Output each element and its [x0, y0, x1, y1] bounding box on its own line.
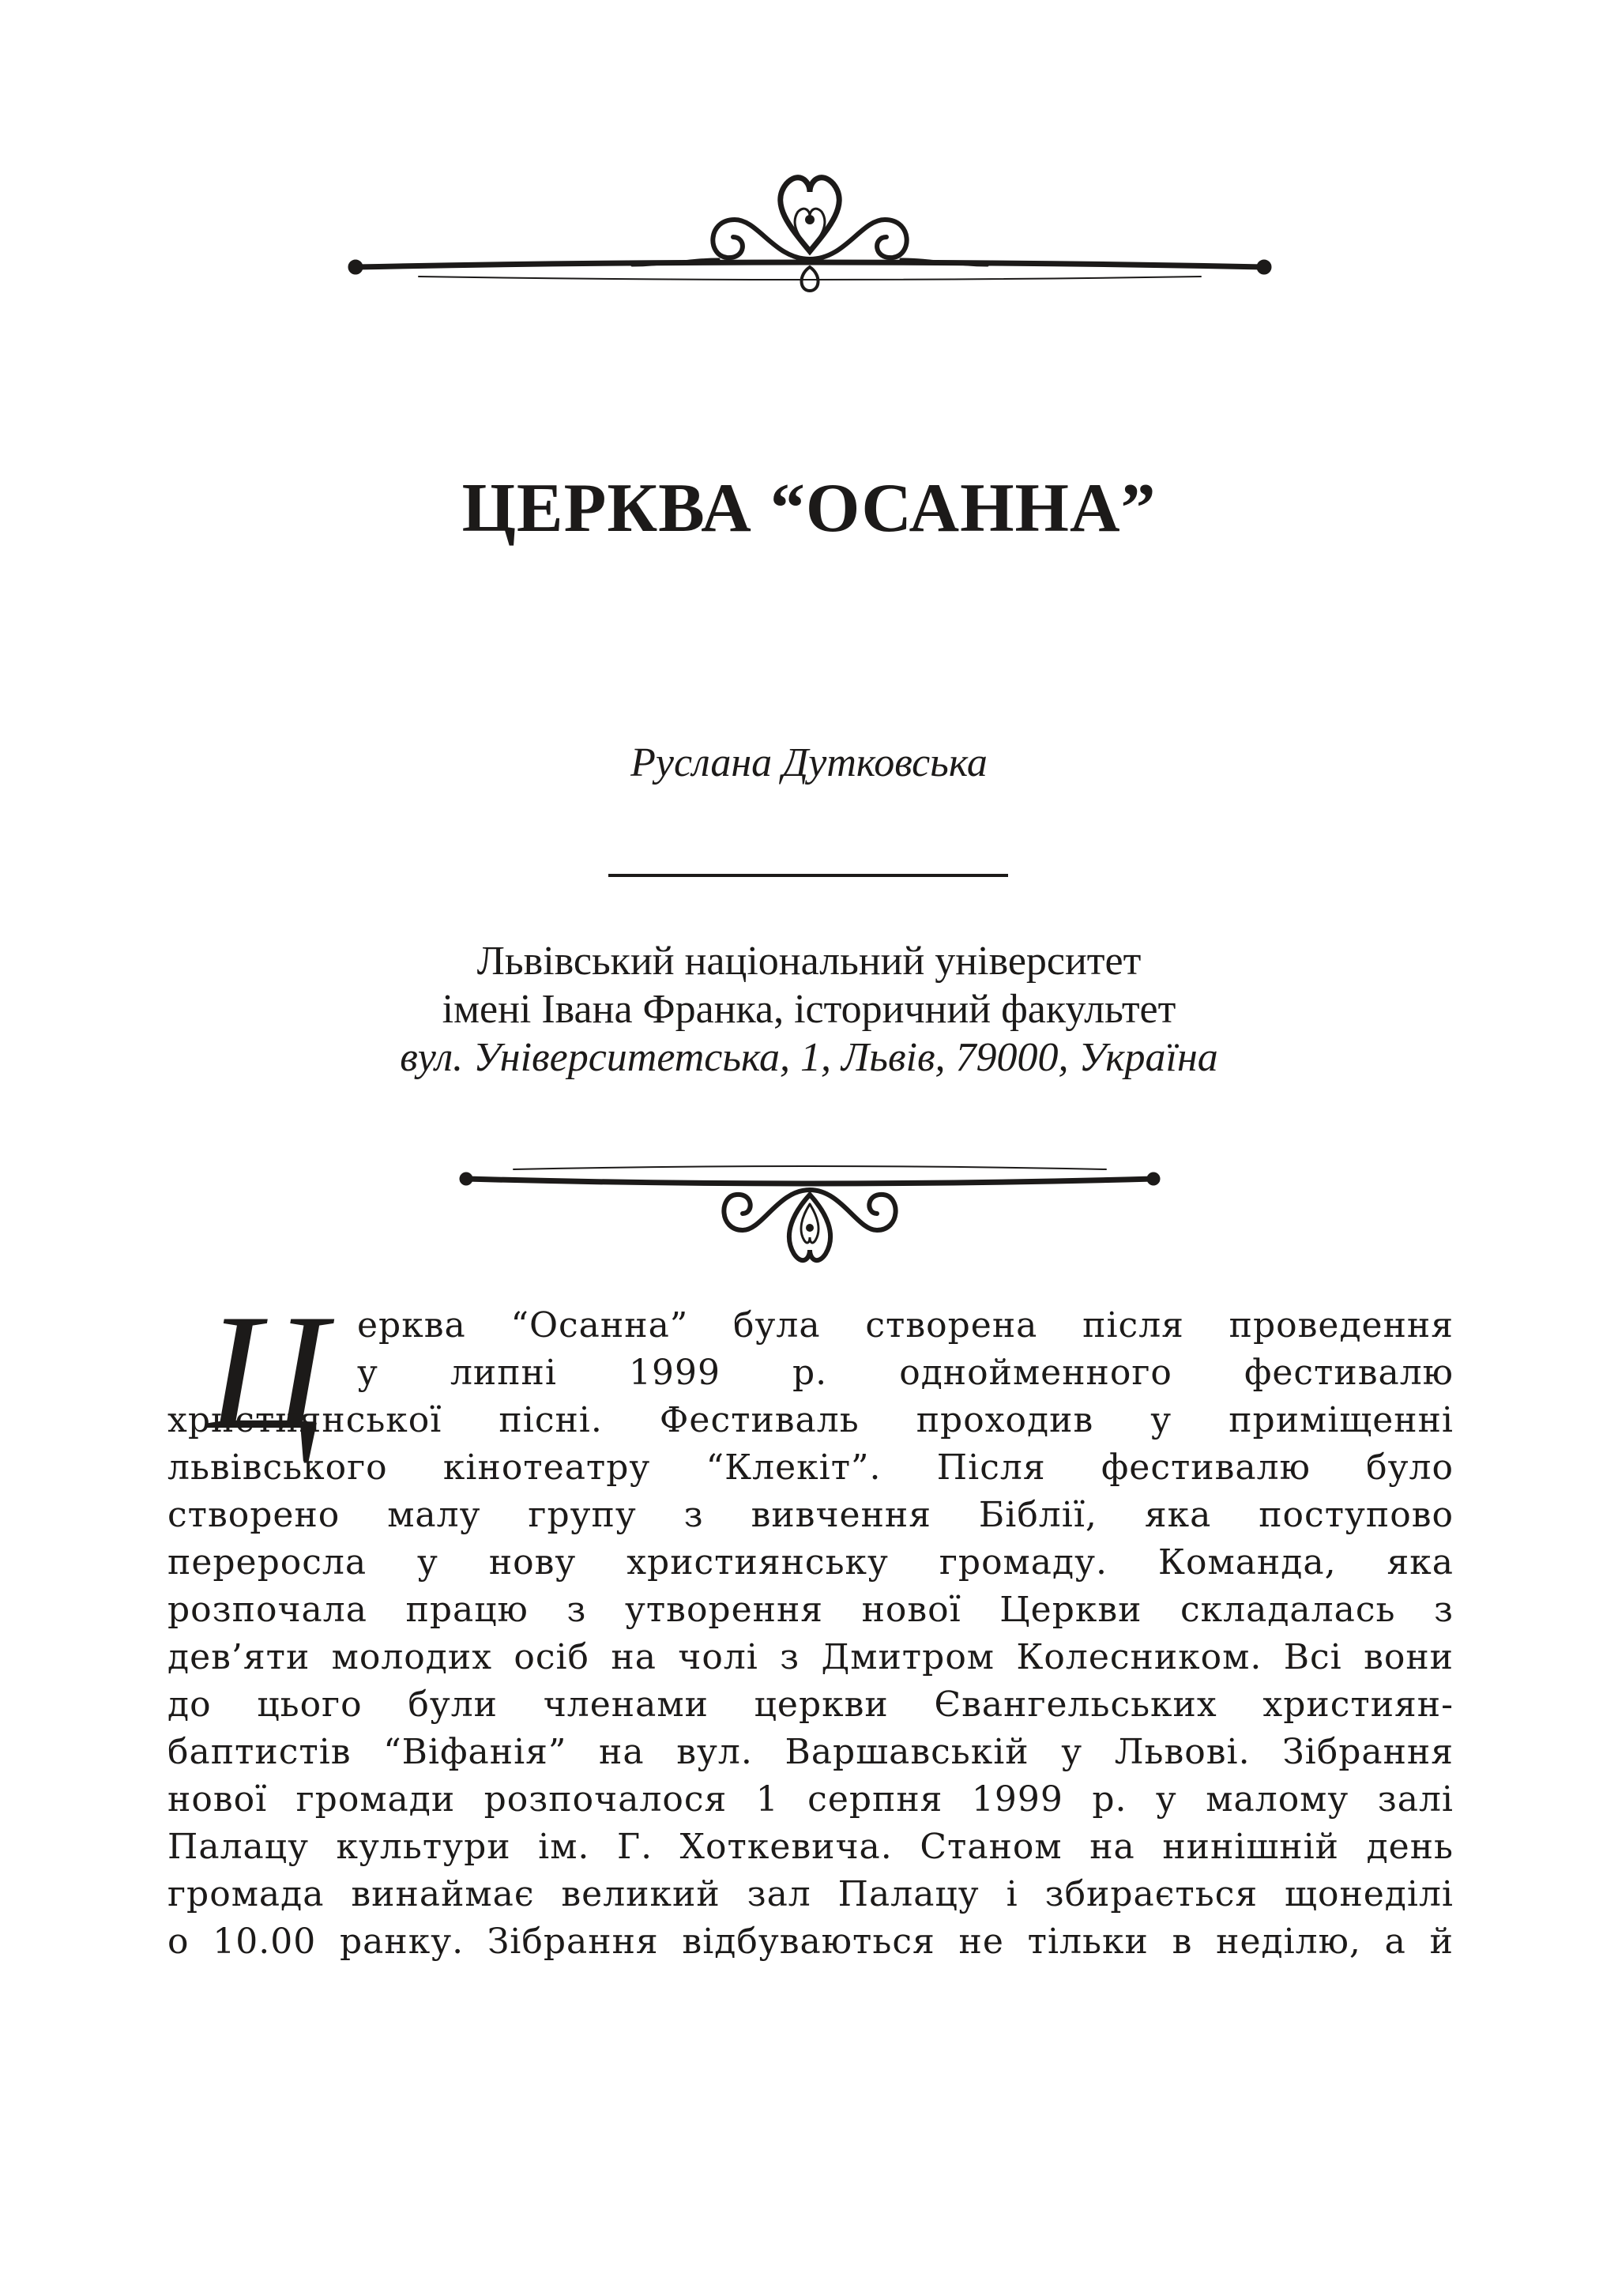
- body-line: баптистів “Віфанія” на вул. Варшавській у Львові. Зібрання: [167, 1732, 1454, 1772]
- affiliation-block: [0, 937, 1618, 1082]
- body-line: о 10.00 ранку. Зібрання відбуваються не тільки в неділю, а й: [167, 1921, 1454, 1962]
- ornament-top-flourish-icon: [348, 164, 1272, 299]
- drop-cap-letter: Ц: [207, 1281, 327, 1464]
- article-title: ЦЕРКВА “ОСАННА”: [461, 470, 1157, 547]
- affiliation-line-1: Львівський національний університет: [476, 939, 1142, 984]
- author-name: Руслана Дутковська: [630, 740, 988, 785]
- body-line: львівського кінотеатру “Клекіт”. Після фестивалю було: [167, 1447, 1454, 1488]
- body-line: ерква “Осанна” була створена після проведення: [357, 1305, 1454, 1346]
- affiliation-line-2: імені Івана Франка, історичний факультет: [442, 987, 1176, 1032]
- ornament-middle-flourish-icon: [458, 1155, 1161, 1274]
- body-line: до цього були членами церкви Євангельських християн-: [167, 1684, 1454, 1725]
- body-line: переросла у нову християнську громаду. Команда, яка: [167, 1542, 1454, 1583]
- article-body: [167, 1302, 1454, 1966]
- body-line: громада винаймає великий зал Палацу і збирається щонеділі: [167, 1874, 1454, 1914]
- body-line: християнської пісні. Фестиваль проходив у приміщенні: [167, 1400, 1454, 1440]
- author-divider: [608, 874, 1008, 877]
- body-line: створено малу групу з вивчення Біблії, яка поступово: [167, 1495, 1454, 1535]
- body-line: у липні 1999 р. однойменного фестивалю: [357, 1353, 1454, 1393]
- body-line: дев’яти молодих осіб на чолі з Дмитром Колесником. Всі вони: [167, 1637, 1454, 1677]
- body-line: нової громади розпочалося 1 серпня 1999 р. у малому залі: [167, 1779, 1454, 1820]
- body-line: Палацу культури ім. Г. Хоткевича. Станом на нинішній день: [167, 1827, 1454, 1867]
- body-line: розпочала працю з утворення нової Церкви складалась з: [167, 1590, 1454, 1630]
- affiliation-address: вул. Університетська, 1, Львів, 79000, Україна: [400, 1035, 1218, 1080]
